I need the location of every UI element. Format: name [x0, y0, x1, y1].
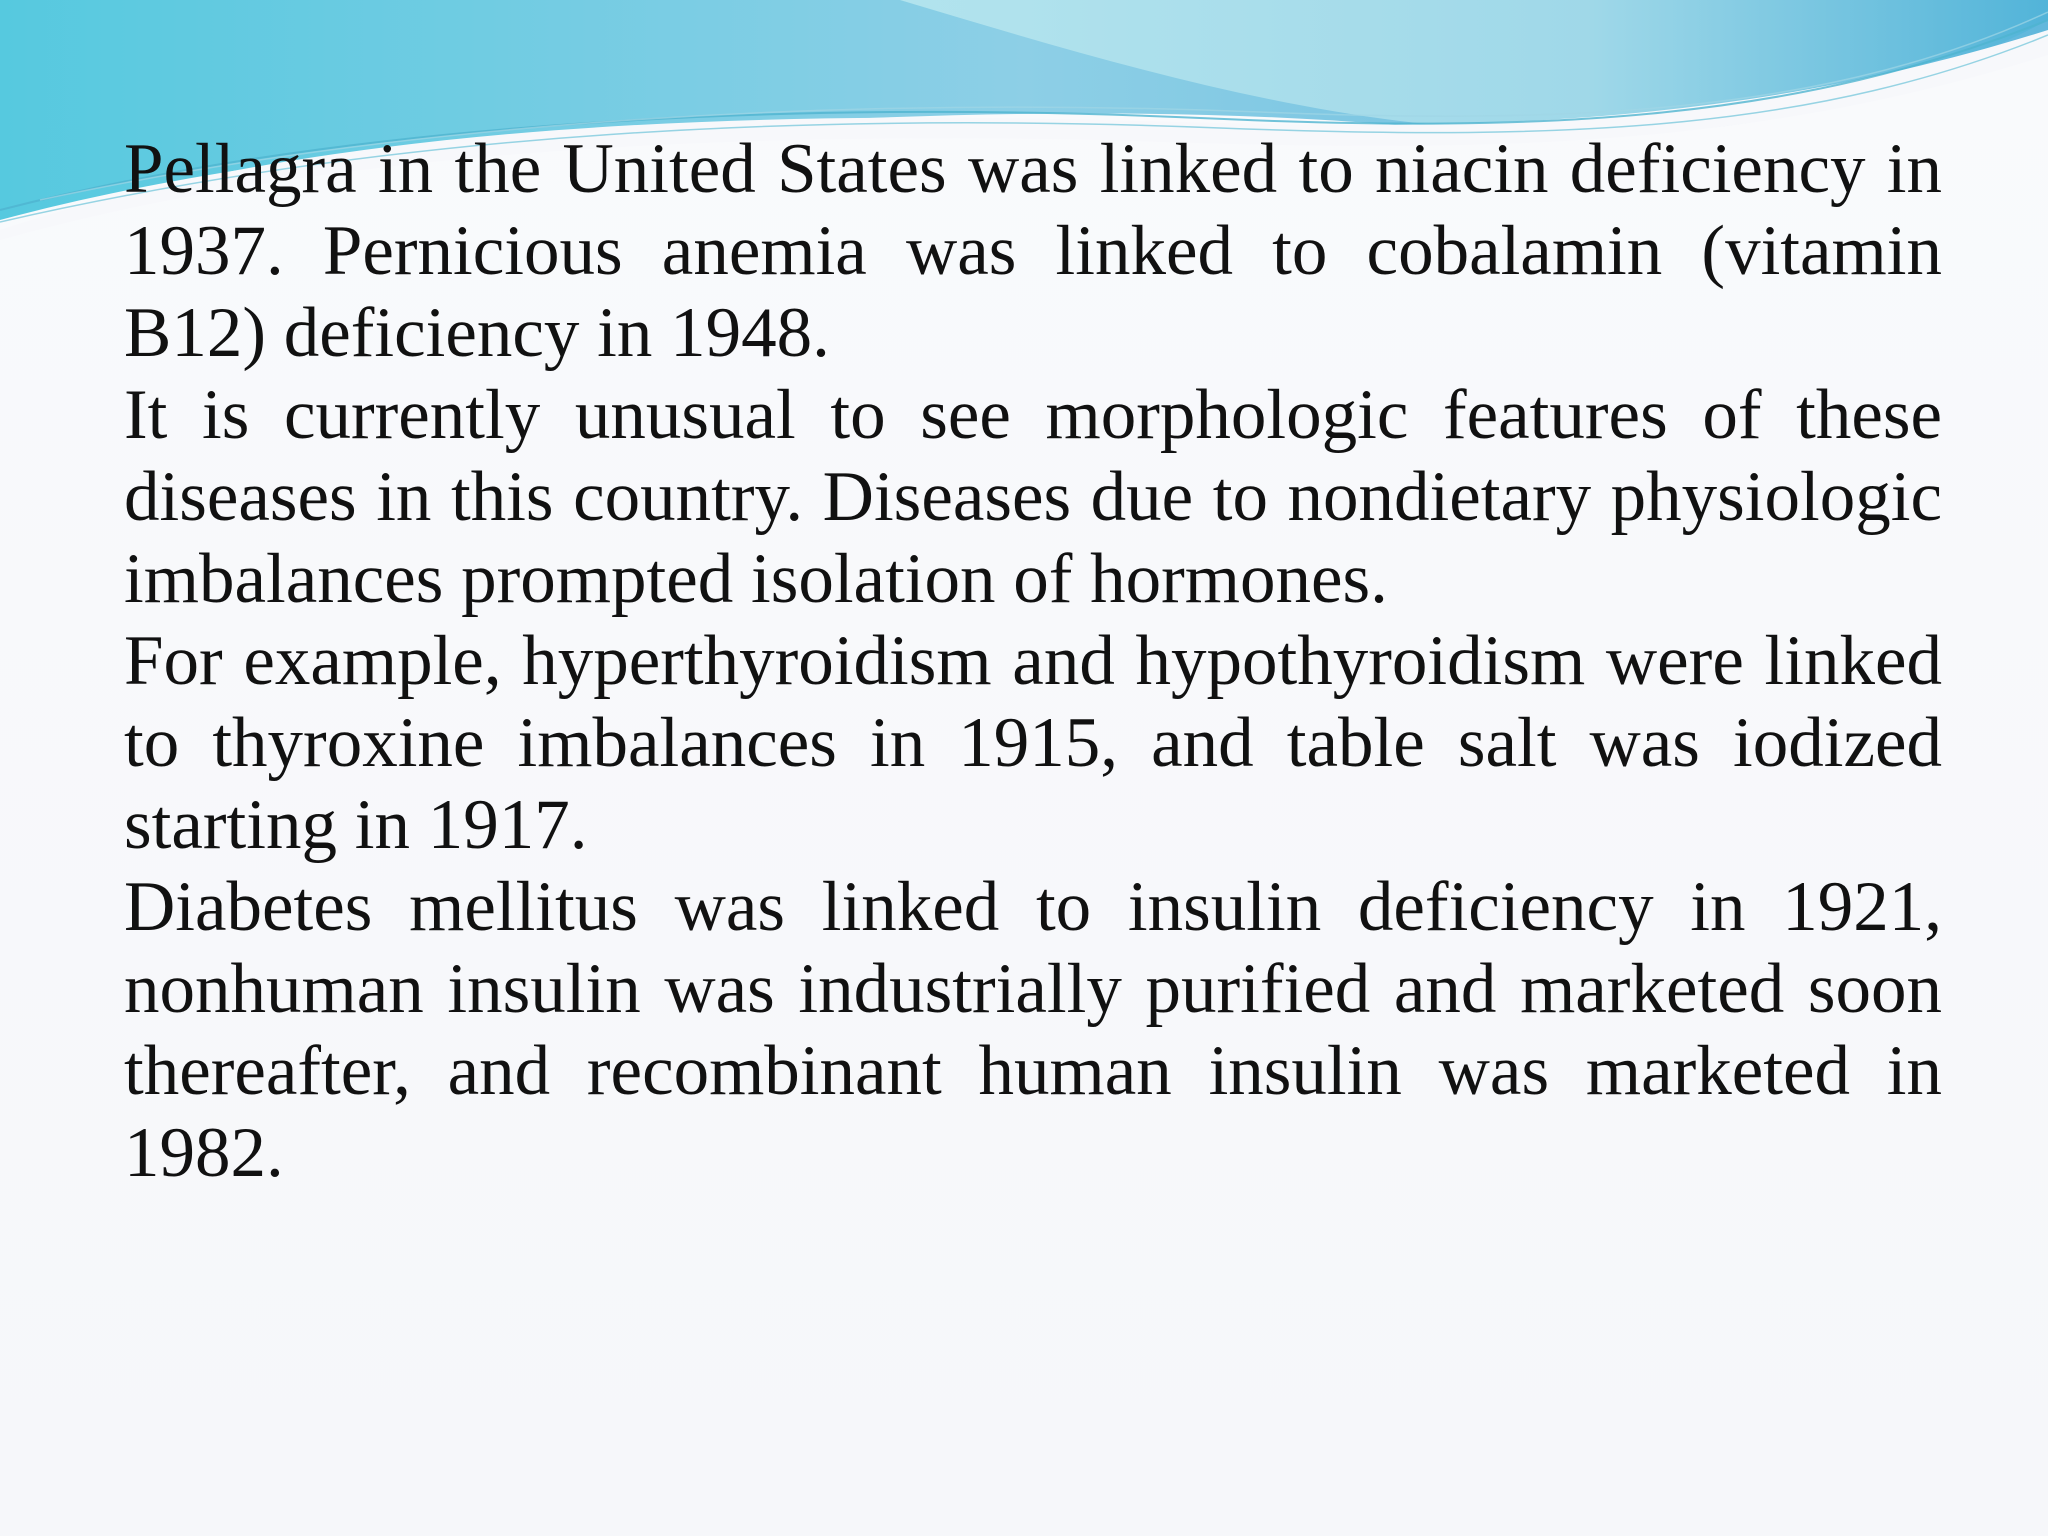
paragraph-thyroid: For example, hyperthyroidism and hypothyroidism were linked to thyroxine imbalances in 1915, and table salt was iodized starting in 1917. [124, 622, 1942, 864]
slide-body [124, 128, 1942, 1194]
paragraph-pellagra: Pellagra in the United States was linked to niacin deficiency in 1937. Pernicious anemia was linked to cobalamin (vitamin B12) deficiency in 1948. [124, 130, 1942, 372]
paragraph-diabetes: Diabetes mellitus was linked to insulin deficiency in 1921, nonhuman insulin was industrially purified and marketed soon thereafter, and recombinant human insulin was marketed in 1982. [124, 868, 1942, 1192]
paragraph-morphologic-features: It is currently unusual to see morphologic features of these diseases in this country. Diseases due to nondietary physiologic imbalances prompted isolation of hormones. [124, 376, 1942, 618]
